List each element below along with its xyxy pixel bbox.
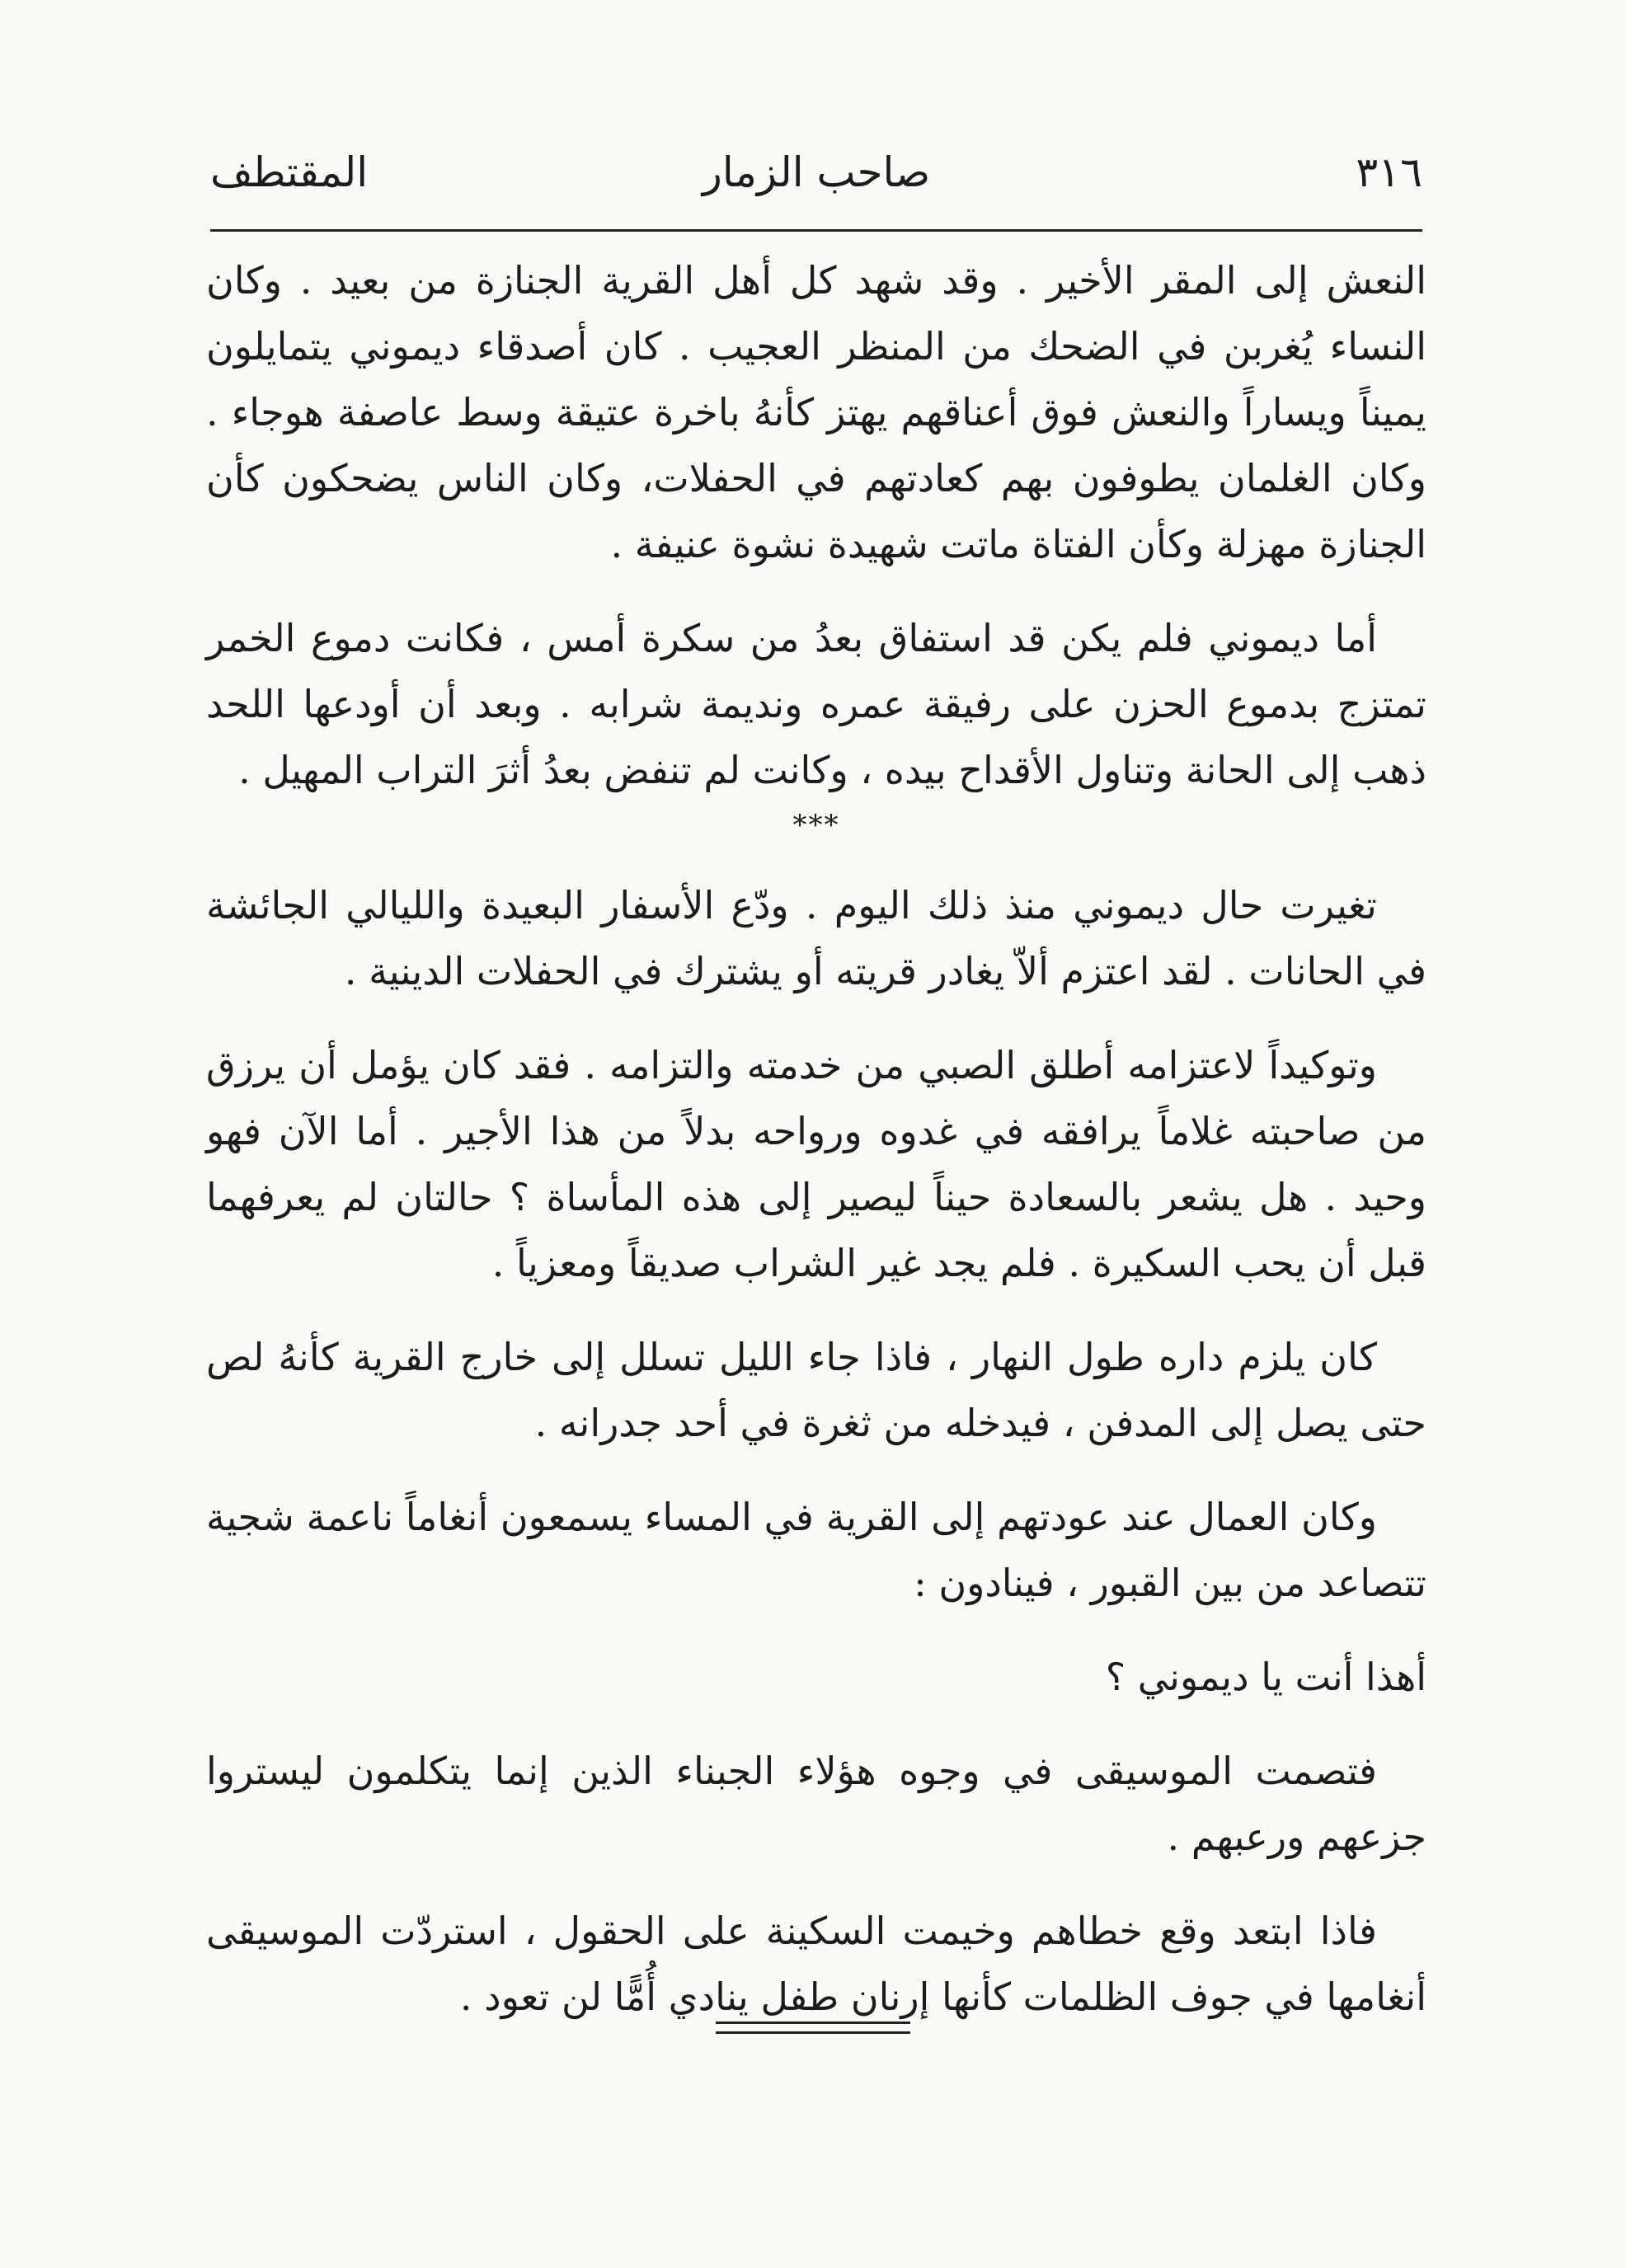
- page-header: [210, 140, 1422, 214]
- end-rule: [716, 2021, 910, 2034]
- paragraph: كان يلزم داره طول النهار ، فاذا جاء الليل تسلل إلى خارج القرية كأنهُ لص حتى يصل إلى المدفن ، فيدخله من ثغرة في أحد جدرانه .: [206, 1335, 1426, 1445]
- running-title: صاحب الزمار: [702, 148, 931, 196]
- paragraph: النعش إلى المقر الأخير . وقد شهد كل أهل القرية الجنازة من بعيد . وكان النساء يُغربن في الضحك من المنظر العجيب . كان أصدقاء ديموني يتمايلون يميناً ويساراً والنعش فوق أعناقهم يهتز كأنهُ باخرة عتيقة وسط عاصفة هوجاء . وكان الغلمان يطوفون بهم كعادتهم في الحفلات، وكان الناس يضحكون كأن الجنازة مهزلة وكأن الفتاة ماتت شهيدة نشوة عنيفة .: [206, 258, 1426, 566]
- paragraph: فتصمت الموسيقى في وجوه هؤلاء الجبناء الذين إنما يتكلمون ليستروا جزعهم ورعبهم .: [206, 1749, 1426, 1859]
- paragraph: أما ديموني فلم يكن قد استفاق بعدُ من سكرة أمس ، فكانت دموع الخمر تمتزج بدموع الحزن على رفيقة عمره ونديمة شرابه . وبعد أن أودعها اللحد ذهب إلى الحانة وتناول الأقداح بيده ، وكانت لم تنفض بعدُ أثرَ التراب المهيل .: [206, 616, 1426, 792]
- paragraph: وتوكيداً لاعتزامه أطلق الصبي من خدمته والتزامه . فقد كان يؤمل أن يرزق من صاحبته غلاماً يرافقه في غدوه ورواحه بدلاً من هذا الأجير . أما الآن فهو وحيد . هل يشعر بالسعادة حيناً ليصير إلى هذه المأساة ؟ حالتان لم يعرفهما قبل أن يحب السكيرة . فلم يجد غير الشراب صديقاً ومعزياً .: [206, 1043, 1426, 1285]
- section-separator: ***: [792, 809, 840, 842]
- header-rule: [210, 229, 1422, 232]
- paragraph: تغيرت حال ديموني منذ ذلك اليوم . ودّع الأسفار البعيدة والليالي الجائشة في الحانات . لقد اعتزم ألاّ يغادر قريته أو يشترك في الحفلات الدينية .: [206, 883, 1426, 993]
- paragraph: أهذا أنت يا ديموني ؟: [1105, 1655, 1426, 1699]
- page-number: ٣١٦: [1356, 148, 1422, 196]
- journal-name: المقتطف: [210, 148, 369, 196]
- paragraph: وكان العمال عند عودتهم إلى القرية في المساء يسمعون أنغاماً ناعمة شجية تتصاعد من بين القبور ، فينادون :: [206, 1495, 1426, 1605]
- page-body: [206, 247, 1426, 2058]
- paragraph: فاذا ابتعد وقع خطاهم وخيمت السكينة على الحقول ، استردّت الموسيقى أنغامها في جوف الظلمات كأنها إرنان طفل ينادي أُمًّا لن تعود .: [206, 1909, 1426, 2019]
